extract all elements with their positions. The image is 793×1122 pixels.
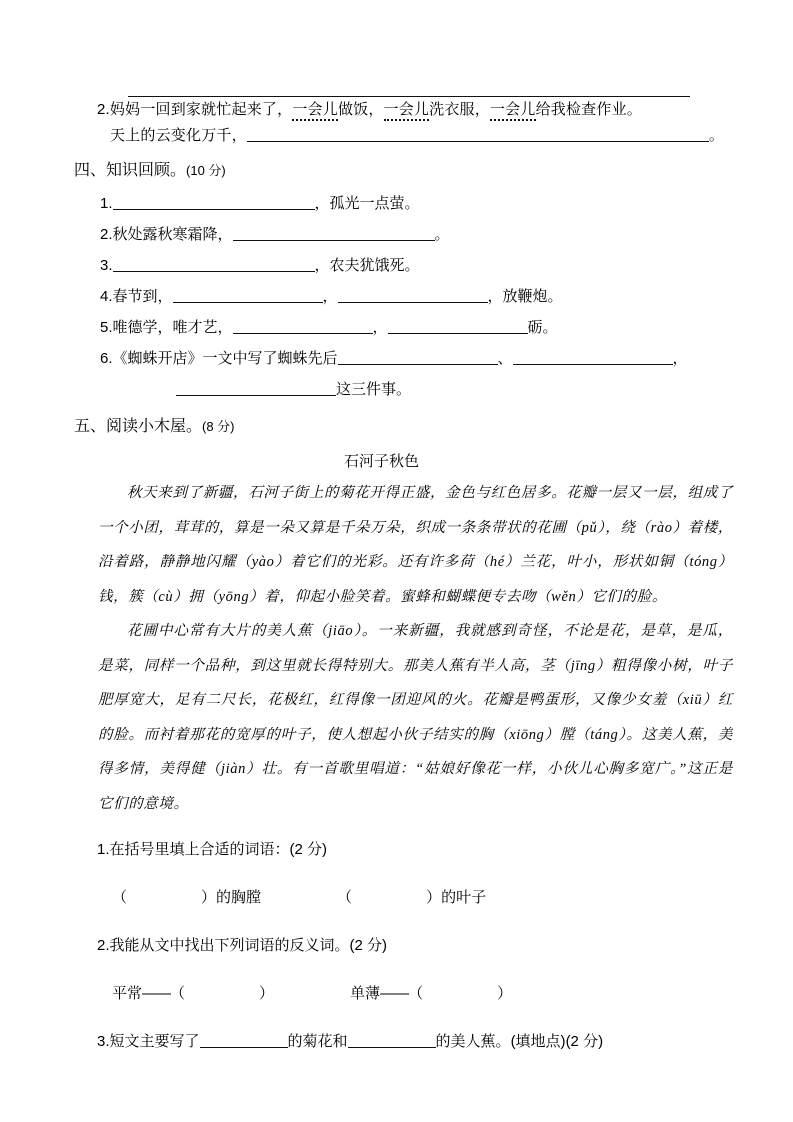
section-four-heading [74, 156, 743, 186]
section-three-answer-line [110, 123, 743, 149]
section-five-title: 五、阅读小木屋。 [74, 418, 203, 435]
question-number: 1. [97, 841, 110, 858]
item-text-after: 砺。 [527, 319, 558, 336]
item-number: 6. [100, 350, 113, 367]
section-four-points: (10 分) [186, 163, 226, 178]
fill-blank[interactable] [176, 380, 336, 396]
fill-blank[interactable] [338, 287, 488, 303]
question-text-d: 给我检查作业。 [535, 101, 642, 118]
emphasis-phrase-1: 一会儿 [292, 101, 338, 121]
question-text-before: 短文主要写了 [109, 1033, 200, 1050]
bracket-open: （ [170, 985, 186, 1002]
fill-blank[interactable] [113, 256, 315, 272]
item-text-before: 秋处露秋寒霜降， [112, 226, 233, 243]
reading-question-2 [97, 931, 743, 961]
answer-blank[interactable] [247, 126, 709, 142]
section-five-points: (8 分) [202, 419, 235, 434]
bracket-close: ） [201, 889, 217, 906]
knowledge-item-3 [100, 250, 743, 281]
item-number: 3. [100, 257, 113, 274]
item-number: 1. [100, 195, 113, 212]
fill-blank[interactable] [348, 1032, 436, 1048]
question-number: 2. [97, 937, 110, 954]
item-text-mid: ， [322, 288, 338, 305]
question-points: (2 分) [289, 841, 328, 858]
knowledge-item-1 [100, 188, 743, 219]
item-text-after: ，农夫犹饿死。 [314, 257, 420, 274]
bracket-open: （ [337, 889, 353, 906]
question-text-mid: 的菊花和 [287, 1033, 348, 1050]
item-text-after: ，放鞭炮。 [487, 288, 563, 305]
question-text-b: 做饭， [337, 101, 384, 118]
question-points: (2 分) [349, 937, 388, 954]
antonym-word-1: 平常 [112, 985, 143, 1002]
reading-passage [98, 476, 733, 821]
reading-question-1-blanks [112, 883, 743, 913]
item-text-cont: 这三件事。 [336, 381, 412, 398]
item-text-mid: 、 [497, 350, 513, 367]
section-five [50, 412, 743, 1057]
passage-paragraph-1: 秋天来到了新疆，石河子街上的菊花开得正盛，金色与红色居多。花瓣一层又一层，组成了一个小团，茸茸的，算是一朵又算是千朵万朵，织成一条条带状的花圃（pǔ），绕（rào）着楼，沿着路，静静地闪耀（yào）着它们的光彩。还有许多荷（hé）兰花，叶小，形状如铜（tóng）钱，簇（cù）拥（yōng）着，仰起小脸笑着。蜜蜂和蝴蝶便专去吻（wěn）它们的脸。 [98, 485, 733, 605]
fill-blank[interactable] [200, 1032, 288, 1048]
reading-question-3 [97, 1027, 743, 1057]
section-three-question-2 [97, 97, 743, 123]
item-text-before: 春节到， [112, 288, 173, 305]
item-text-before: 唯德学，唯才艺， [112, 319, 233, 336]
question-hint: (填地点) [510, 1033, 566, 1050]
question-text-a: 妈妈一回到家就忙起来了， [109, 101, 293, 118]
section-four [50, 156, 743, 405]
question-number: 3. [97, 1033, 110, 1050]
bracket-close: ） [497, 985, 513, 1002]
fill-blank[interactable] [173, 287, 323, 303]
blank-label-1: 的胸膛 [216, 889, 262, 906]
answer-period: 。 [708, 127, 725, 144]
question-text: 我能从文中找出下列词语的反义词。 [109, 937, 350, 954]
fill-blank[interactable] [338, 349, 498, 365]
question-number: 2. [97, 101, 110, 118]
item-number: 5. [100, 319, 113, 336]
item-text-after: 。 [434, 226, 450, 243]
emphasis-phrase-3: 一会儿 [490, 101, 536, 121]
passage-paragraph-2: 花圃中心常有大片的美人蕉（jiāo）。一来新疆，我就感到奇怪，不论是花，是草，是瓜，是菜，同样一个品种，到这里就长得特别大。那美人蕉有半人高，茎（jīng）粗得像小树，叶子肥厚宽大，足有二尺长，花极红，红得像一团迎风的火。花瓣是鸭蛋形，又像少女羞（xiū）红的脸。而衬着那花的宽厚的叶子，使人想起小伙子结实的胸（xiōng）膛（táng）。这美人蕉，美得多情，美得健（jiàn）壮。有一首歌里唱道：“姑娘好像花一样，小伙儿心胸多宽广。”这正是它们的意境。 [98, 623, 733, 812]
dash-1: —— [142, 985, 171, 1002]
blank-label-2: 的叶子 [441, 889, 487, 906]
knowledge-item-6 [100, 343, 743, 374]
passage-title: 石河子秋色 [343, 453, 419, 470]
dash-2: —— [380, 985, 409, 1002]
item-number: 4. [100, 288, 113, 305]
fill-blank[interactable] [388, 318, 528, 334]
fill-blank[interactable] [233, 225, 435, 241]
bracket-open: （ [408, 985, 424, 1002]
question-points: (2 分) [565, 1033, 604, 1050]
question-text: 在括号里填上合适的词语： [109, 841, 290, 858]
bracket-close: ） [426, 889, 442, 906]
question-text-after: 的美人蕉。 [435, 1033, 511, 1050]
reading-question-2-pairs [112, 979, 743, 1009]
bracket-close: ） [259, 985, 275, 1002]
item-text-after: ，孤光一点萤。 [314, 195, 420, 212]
fill-blank[interactable] [513, 349, 673, 365]
item-text-after: ， [672, 350, 688, 367]
knowledge-item-2 [100, 219, 743, 250]
answer-prompt: 天上的云变化万千， [110, 127, 247, 144]
knowledge-item-4 [100, 281, 743, 312]
section-five-heading [74, 412, 743, 442]
reading-question-1 [97, 835, 743, 865]
antonym-word-2: 单薄 [350, 985, 381, 1002]
fill-blank[interactable] [113, 194, 315, 210]
knowledge-item-6-continued [100, 374, 743, 405]
item-text-before: 《蜘蛛开店》一文中写了蜘蛛先后 [112, 350, 338, 367]
section-four-items [50, 188, 743, 405]
emphasis-phrase-2: 一会儿 [384, 101, 430, 121]
bracket-open: （ [112, 889, 128, 906]
item-number: 2. [100, 226, 113, 243]
section-three-tail [50, 0, 743, 149]
section-four-title: 四、知识回顾。 [74, 162, 187, 179]
item-text-mid: ， [372, 319, 388, 336]
knowledge-item-5 [100, 312, 743, 343]
fill-blank[interactable] [233, 318, 373, 334]
question-text-c: 洗衣服， [429, 101, 490, 118]
